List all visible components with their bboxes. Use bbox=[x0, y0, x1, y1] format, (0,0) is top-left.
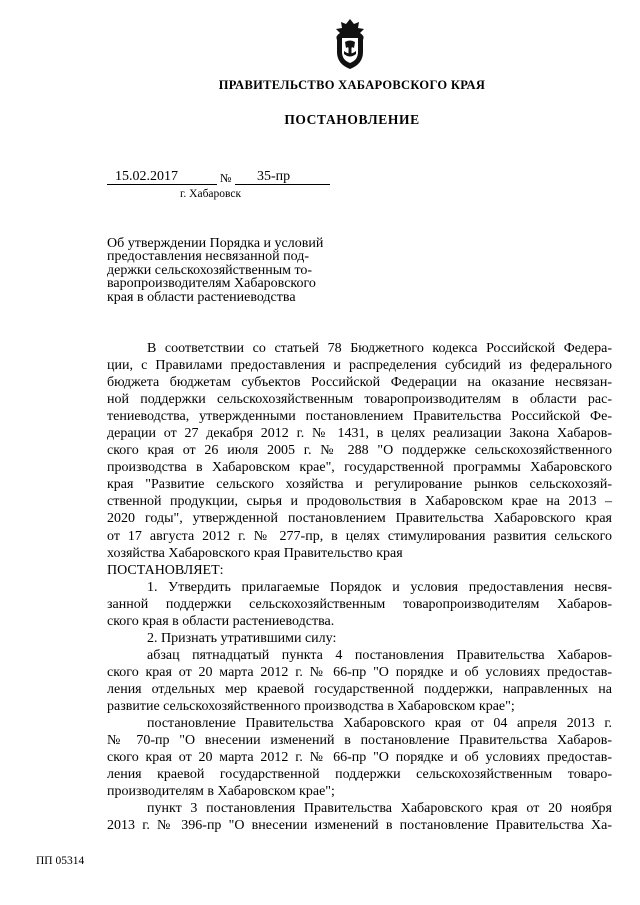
body-line: ной поддержки сельскохозяйственным товаропроизводителям в области рас- bbox=[107, 392, 612, 408]
body-line: пункт 3 постановления Правительства Хабаровского края от 20 ноября bbox=[147, 801, 612, 817]
document-type: ПОСТАНОВЛЕНИЕ bbox=[284, 112, 420, 127]
body-line: развитие сельскохозяйственного производства в Хабаровском крае"; bbox=[107, 698, 515, 714]
body-line: постановление Правительства Хабаровского края от 04 апреля 2013 г. bbox=[147, 716, 612, 732]
body-line: бюджета бюджетам субъектов Российской Федерации на оказание несвязан- bbox=[107, 375, 612, 391]
body-line: 2013 г. № 396-пр "О внесении изменений в постановление Правительства Ха- bbox=[107, 818, 612, 834]
body-line: ции, с Правилами предоставления и распределения субсидий из федерального bbox=[107, 358, 612, 374]
coat-of-arms-icon bbox=[325, 18, 375, 70]
body-line: В соответствии со статьей 78 Бюджетного кодекса Российской Федера- bbox=[147, 341, 612, 356]
government-title: ПРАВИТЕЛЬСТВО ХАБАРОВСКОГО КРАЯ bbox=[218, 78, 486, 92]
subject-line: варопроизводителям Хабаровского bbox=[107, 276, 316, 292]
number-sign: № bbox=[220, 171, 232, 185]
body-line: занной поддержки сельскохозяйственным товаропроизводителям Хабаров- bbox=[107, 596, 612, 612]
body-line: дерации от 27 декабря 2012 г. № 1431, в целях реализации Закона Хабаров- bbox=[107, 426, 612, 442]
body-line: ПОСТАНОВЛЯЕТ: bbox=[107, 562, 224, 578]
subject-line: держки сельскохозяйственным то- bbox=[107, 262, 313, 278]
body-line: ского края от 20 марта 2012 г. № 66-пр "О порядке и об условиях предостав- bbox=[107, 664, 612, 680]
body-line: от 17 августа 2012 г. № 277-пр, в целях стимулирования развития сельского bbox=[107, 528, 612, 544]
subject-line: предоставления несвязанной под- bbox=[107, 249, 309, 265]
body-line: 2020 годы", утвержденной постановлением Правительства Хабаровского края bbox=[107, 511, 612, 527]
body-line: производителям в Хабаровском крае"; bbox=[107, 784, 335, 800]
city: г. Хабаровск bbox=[180, 188, 242, 200]
document-date: 15.02.2017 bbox=[107, 170, 217, 185]
body-line: ского края от 20 марта 2012 г. № 66-пр "О порядке и об условиях предостав- bbox=[107, 750, 612, 766]
body-line: края "Развитие сельского хозяйства и регулирование рынков сельскохозяй- bbox=[107, 477, 612, 493]
body-line: абзац пятнадцатый пункта 4 постановления Правительства Хабаров- bbox=[147, 647, 612, 663]
body-line: 1. Утвердить прилагаемые Порядок и условия предоставления несвя- bbox=[147, 579, 612, 595]
document-number: 35-пр bbox=[235, 170, 330, 185]
document-code: ПП 05314 bbox=[36, 855, 85, 867]
body-line: производства в Хабаровском крае", государственной программы Хабаровского bbox=[107, 460, 612, 476]
body-line: № 70-пр "О внесении изменений в постановление Правительства Хабаров- bbox=[107, 733, 612, 749]
subject-line: Об утверждении Порядка и условий bbox=[107, 236, 324, 251]
body-line: ления отдельных мер краевой государственной поддержки, направленных на bbox=[107, 681, 612, 697]
body-line: ления краевой государственной поддержки сельскохозяйственным товаро- bbox=[107, 767, 612, 783]
document-body bbox=[107, 340, 612, 834]
body-line: хозяйства Хабаровского края Правительство края bbox=[107, 545, 403, 561]
body-line: тениеводства, утвержденными постановлением Правительства Российской Фе- bbox=[107, 409, 612, 425]
body-line: 2. Признать утратившими силу: bbox=[147, 630, 337, 646]
body-line: ственной продукции, сырья и продовольствия в Хабаровском крае на 2013 – bbox=[107, 494, 612, 510]
body-line: ского края от 26 июля 2005 г. № 288 "О поддержке сельскохозяйственного bbox=[107, 443, 612, 459]
document-subject bbox=[107, 236, 324, 305]
body-line: ского края в области растениеводства. bbox=[107, 613, 335, 629]
subject-line: края в области растениеводства bbox=[107, 289, 296, 305]
